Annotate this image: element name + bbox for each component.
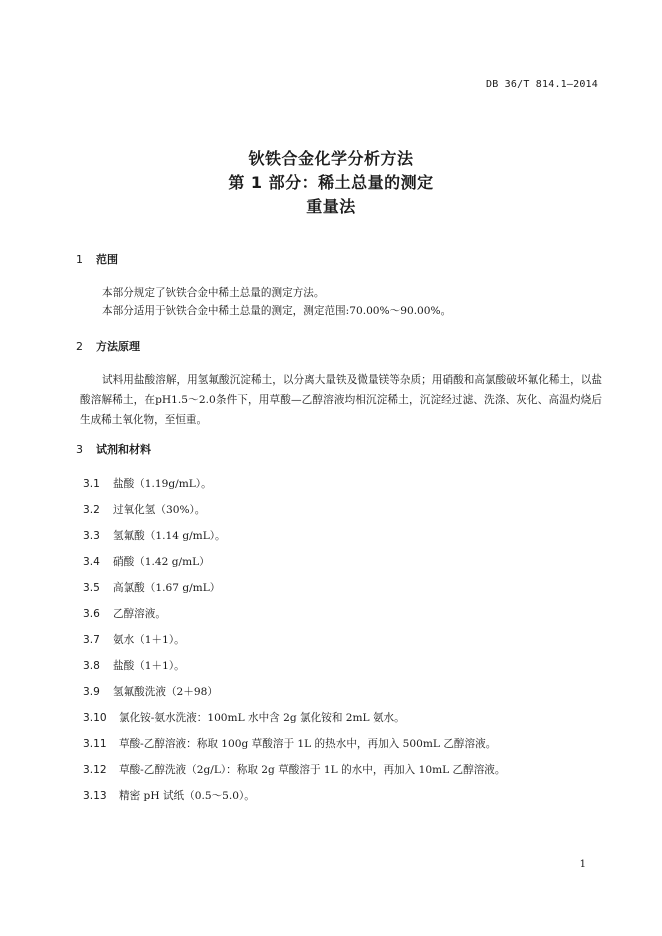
clause-item <box>83 658 185 673</box>
title-line-3: 重量法 <box>306 197 356 216</box>
clause-text: 过氧化氢（30%）。 <box>113 504 206 516</box>
clause-number: 3.5 <box>83 582 100 594</box>
clause-item <box>83 528 226 543</box>
clause-text: 草酸-乙醇溶液：称取 100g 草酸溶于 1L 的热水中，再加入 500mL 乙醇溶液。 <box>119 738 497 750</box>
clause-number: 3.13 <box>83 790 107 802</box>
clause-number: 3.8 <box>83 660 100 672</box>
section-title: 试剂和材料 <box>96 443 151 456</box>
clause-text: 氢氟酸洗液（2＋98） <box>113 686 218 698</box>
clause-number: 3.11 <box>83 738 107 750</box>
clause-number: 3.6 <box>83 608 100 620</box>
clause-item <box>83 554 210 569</box>
section-heading-principle <box>76 338 140 354</box>
section-title: 方法原理 <box>96 340 140 353</box>
clause-text: 盐酸（1.19g/mL）。 <box>113 478 212 490</box>
section-number: 3 <box>76 443 83 456</box>
clause-text: 硝酸（1.42 g/mL） <box>113 556 210 568</box>
clause-text: 氢氟酸（1.14 g/mL）。 <box>113 530 226 542</box>
clause-text: 高氯酸（1.67 g/mL） <box>113 582 221 594</box>
clause-number: 3.1 <box>83 478 100 490</box>
clause-number: 3.3 <box>83 530 100 542</box>
clause-number: 3.4 <box>83 556 100 568</box>
clause-item <box>83 632 185 647</box>
title-line-1: 钬铁合金化学分析方法 <box>248 149 414 168</box>
clause-number: 3.7 <box>83 634 100 646</box>
clause-text: 草酸-乙醇洗液（2g/L）：称取 2g 草酸溶于 1L 的水中，再加入 10mL 乙醇溶液。 <box>119 764 506 776</box>
page-number: 1 <box>579 859 586 870</box>
clause-item <box>83 476 212 491</box>
section-heading-scope <box>76 251 118 267</box>
clause-item <box>83 762 506 777</box>
clause-text: 盐酸（1＋1）。 <box>113 660 185 672</box>
section-number: 1 <box>76 253 83 266</box>
title-line-2: 第 1 部分：稀土总量的测定 <box>228 173 434 192</box>
clause-item <box>83 606 166 621</box>
paragraph: 本部分适用于钬铁合金中稀土总量的测定，测定范围:70.00%～90.00%。 <box>102 305 452 317</box>
clause-number: 3.12 <box>83 764 107 776</box>
clause-item <box>83 710 405 725</box>
document-title <box>0 147 662 219</box>
clause-item <box>83 502 205 517</box>
clause-text: 乙醇溶液。 <box>113 608 166 620</box>
paragraph: 试料用盐酸溶解，用氢氟酸沉淀稀土，以分离大量铁及微量镁等杂质；用硝酸和高氯酸破坏氟化稀土，以盐酸溶解稀土，在pH1.5～2.0条件下，用草酸—乙醇溶液均相沉淀稀土，沉淀经过滤、洗涤、灰化、高温灼烧后生成稀土氧化物，至恒重。 <box>80 374 602 426</box>
clause-item <box>83 788 255 803</box>
clause-text: 精密 pH 试纸（0.5～5.0）。 <box>119 790 255 802</box>
clause-number: 3.10 <box>83 712 107 724</box>
clause-item <box>83 684 218 699</box>
clause-item <box>83 580 220 595</box>
section-heading-reagents <box>76 441 151 457</box>
section-number: 2 <box>76 340 83 353</box>
clause-number: 3.9 <box>83 686 100 698</box>
clause-number: 3.2 <box>83 504 100 516</box>
clause-item <box>83 736 496 751</box>
paragraph: 本部分规定了钬铁合金中稀土总量的测定方法。 <box>102 287 325 299</box>
document-code: DB 36/T 814.1—2014 <box>486 79 598 90</box>
clause-text: 氨水（1＋1）。 <box>113 634 185 646</box>
clause-text: 氯化铵-氨水洗液：100mL 水中含 2g 氯化铵和 2mL 氨水。 <box>119 712 405 724</box>
section-title: 范围 <box>96 253 118 266</box>
